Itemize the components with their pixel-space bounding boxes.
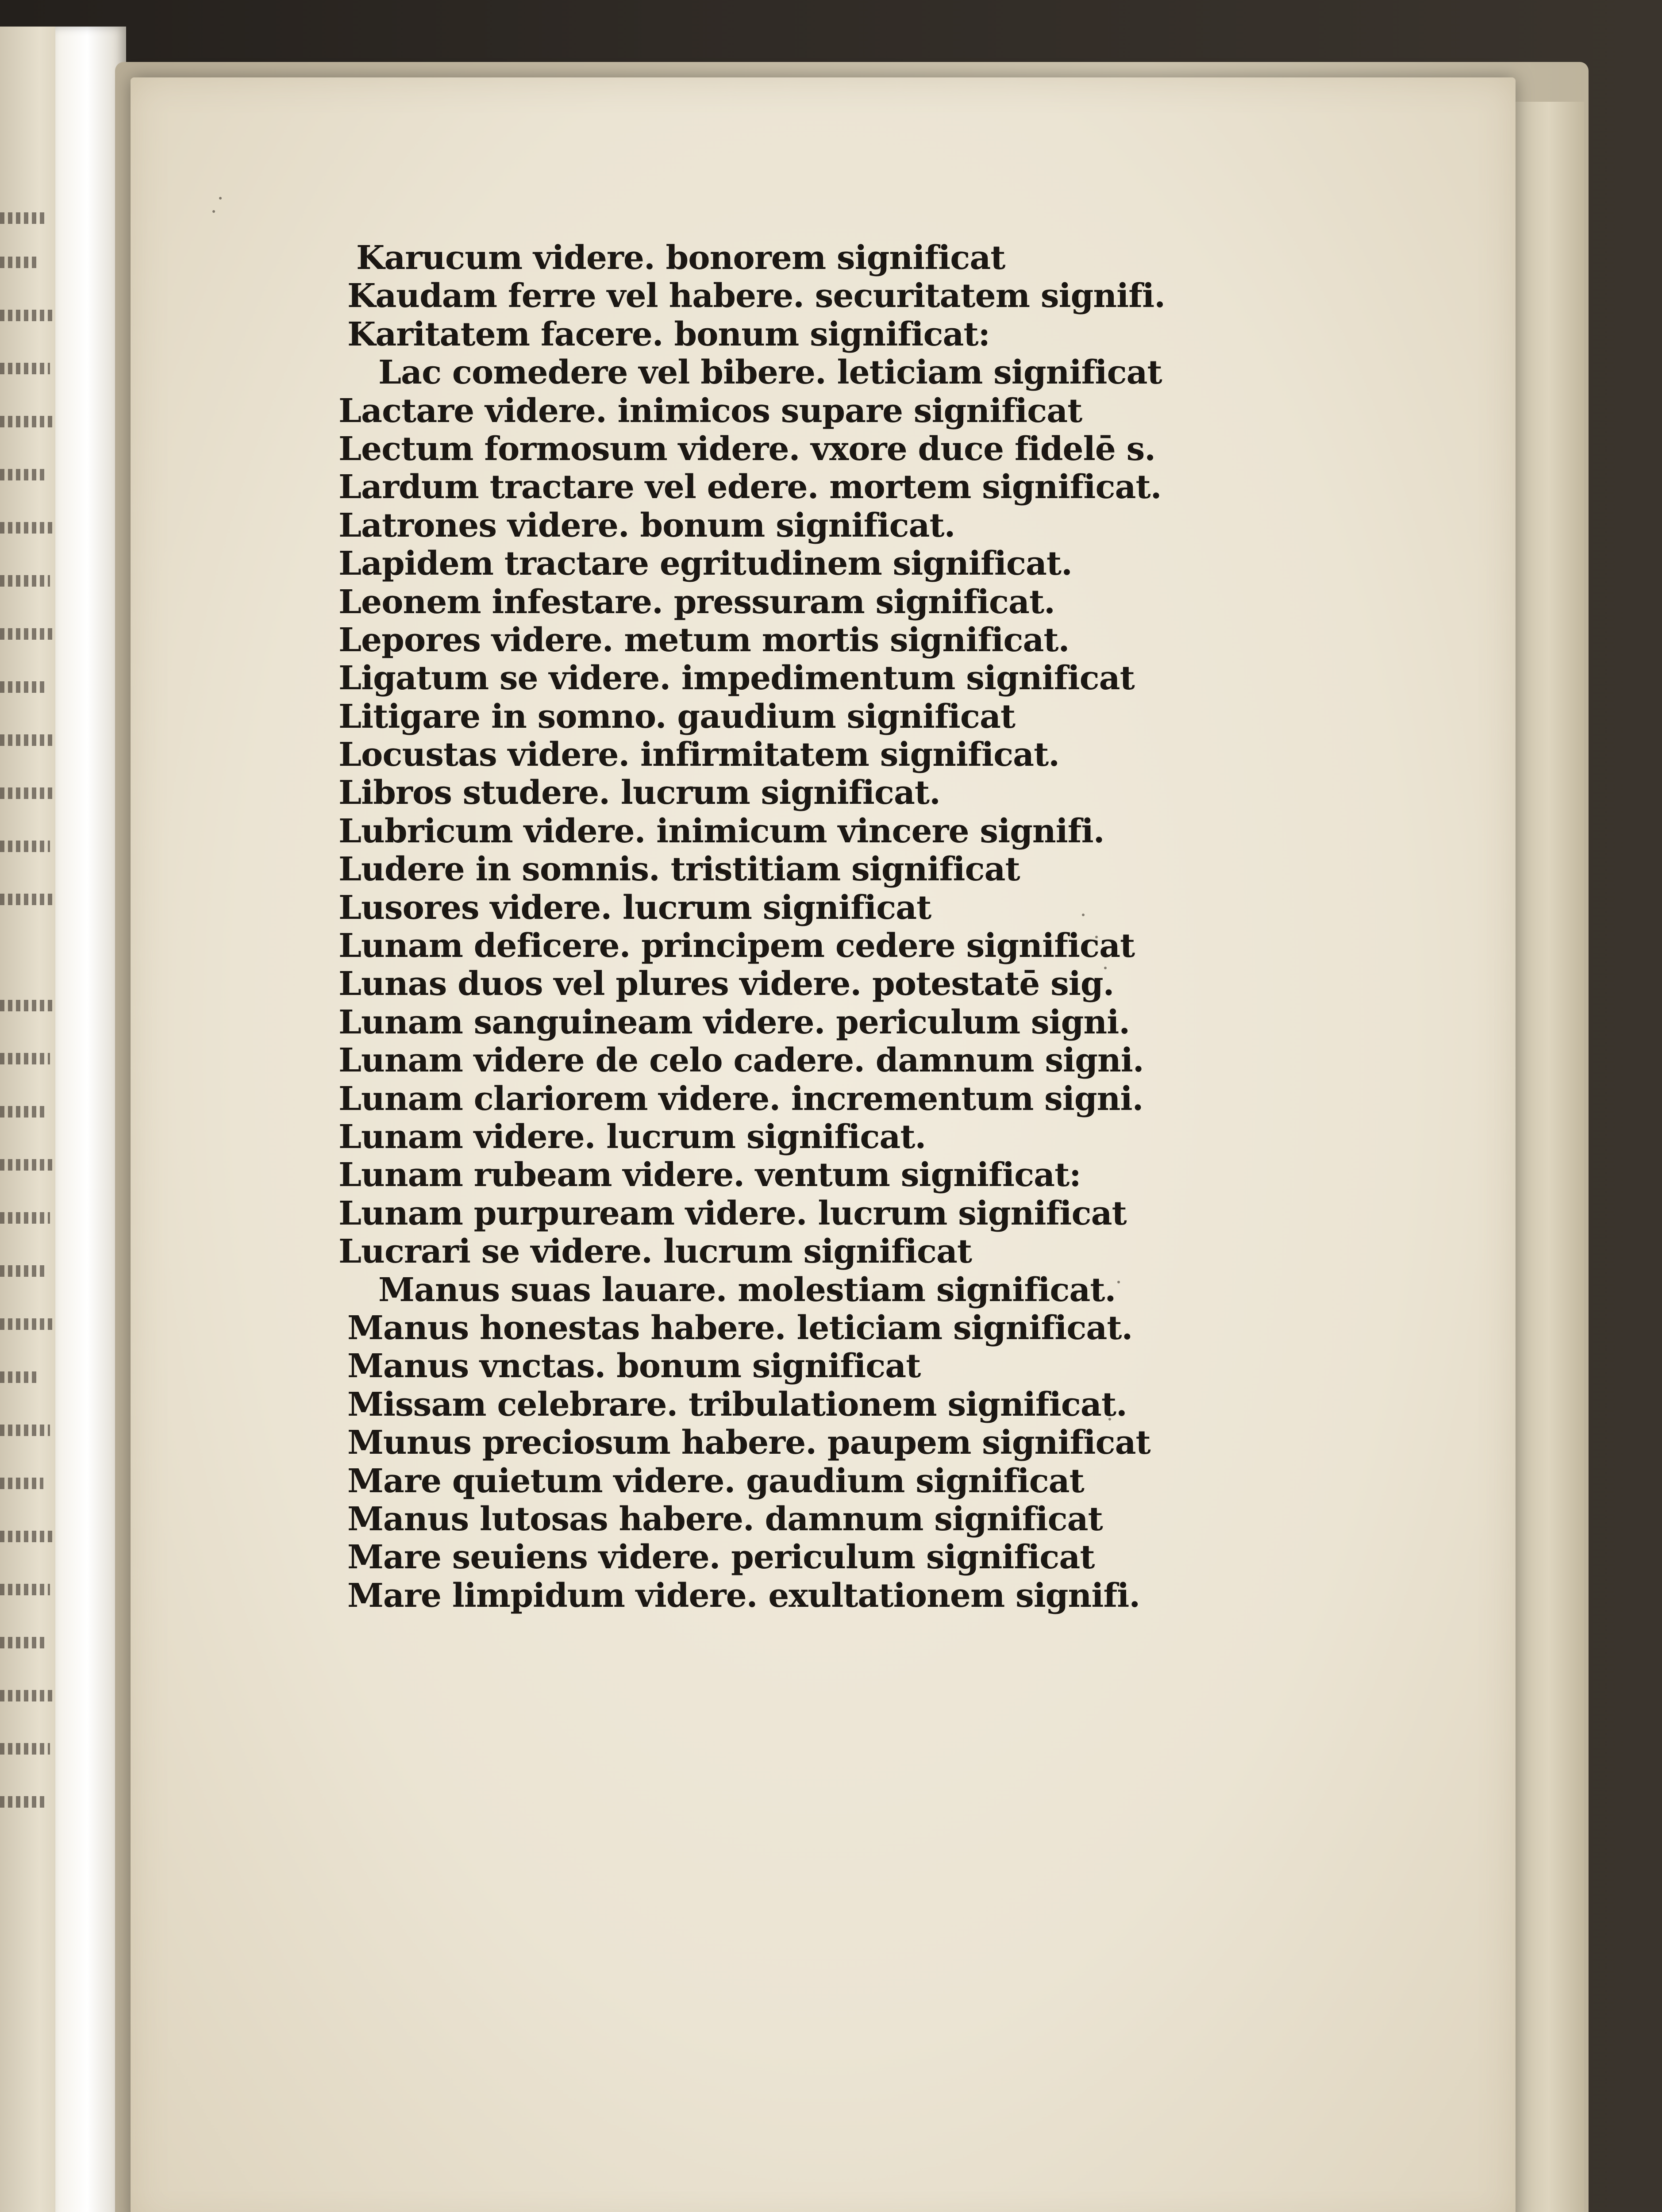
text-line: Lac comedere vel bibere. leticiam significat [378,353,1162,392]
text-line: Locustas videre. infirmitatem significat. [339,736,1060,774]
text-line: Leonem infestare. pressuram significat. [339,583,1055,621]
text-line: Lunam rubeam videre. ventum significat: [339,1156,1081,1194]
text-line: Karucum videre. bonorem significat [356,239,1005,277]
text-line: Karitatem facere. bonum significat: [347,315,990,353]
text-line: Lectum formosum videre. vxore duce fidelē s. [339,430,1155,468]
text-line: Missam celebrare. tribulationem significat. [347,1385,1127,1424]
text-line: Lactare videre. inimicos supare significat [339,392,1082,430]
text-line: Kaudam ferre vel habere. securitatem signifi. [347,277,1165,315]
text-line: Lepores videre. metum mortis significat. [339,621,1070,659]
text-line: Mare seuiens videre. periculum significat [347,1538,1095,1577]
text-line: Munus preciosum habere. paupem significat [347,1424,1150,1462]
text-line: Mare quietum videre. gaudium significat [347,1462,1084,1500]
text-line: Lunam sanguineam videre. periculum signi. [339,1003,1130,1041]
text-line: Libros studere. lucrum significat. [339,774,940,812]
text-line: Lunam purpuream videre. lucrum significat [339,1194,1127,1233]
text-line: Ligatum se videre. impedimentum significat [339,659,1135,698]
text-line: Lunam videre. lucrum significat. [339,1118,926,1156]
text-line: Litigare in somno. gaudium significat [339,697,1016,736]
text-line: Lucrari se videre. lucrum significat [339,1233,972,1271]
text-line: Lunam clariorem videre. incrementum signi. [339,1079,1143,1118]
text-line: Lubricum videre. inimicum vincere signifi. [339,812,1104,850]
text-line: Lunam videre de celo cadere. damnum signi. [339,1041,1144,1080]
text-line: Mare limpidum videre. exultationem signifi. [347,1576,1140,1615]
text-line: Manus suas lauare. molestiam significat. [378,1271,1116,1309]
text-line: Manus honestas habere. leticiam significat. [347,1309,1133,1347]
page-fore-edge [1513,102,1584,2212]
text-line: Latrones videre. bonum significat. [339,506,955,545]
text-line: Manus lutosas habere. damnum significat [347,1500,1103,1538]
text-line: Manus vnctas. bonum significat [347,1347,921,1386]
text-line: Lardum tractare vel edere. mortem significat. [339,468,1162,507]
text-line: Lunas duos vel plures videre. potestatē sig. [339,965,1114,1003]
text-line: Lusores videre. lucrum significat [339,888,931,927]
dream-interpretation-list [339,239,1165,1615]
text-line: Lunam deficere. principem cedere significat [339,927,1135,965]
text-line: Ludere in somnis. tristitiam significat [339,850,1020,889]
text-line: Lapidem tractare egritudinem significat. [339,545,1072,583]
